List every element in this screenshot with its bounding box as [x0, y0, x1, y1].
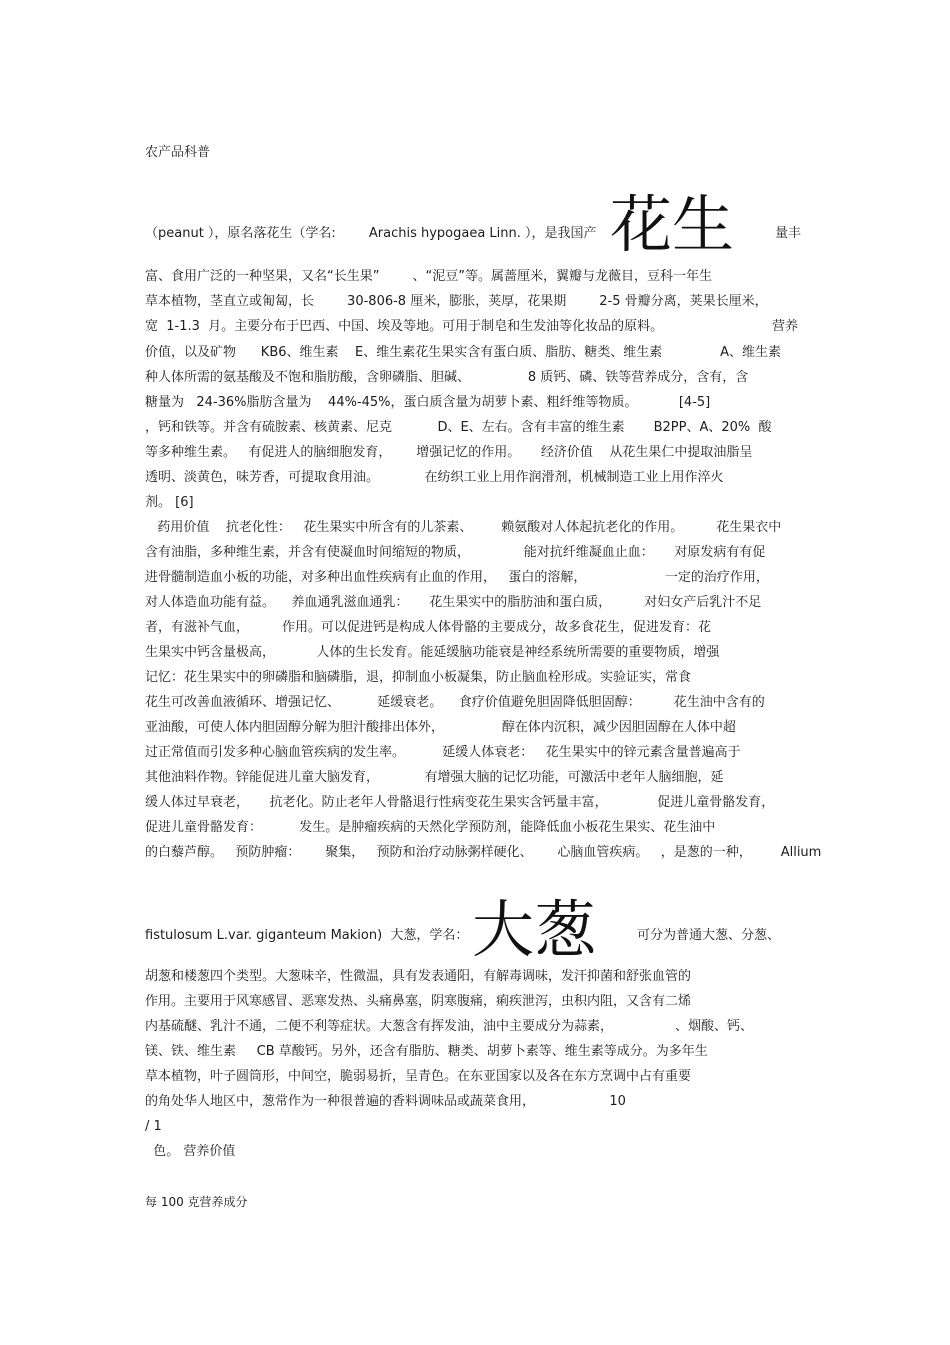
text-line: 可分为普通大葱、分葱、 [637, 928, 781, 943]
text-line: （peanut ），原名落花生（学名: Arachis hypogaea Linn. ），是我国产 [145, 226, 597, 241]
text-line: 药用价值 抗老化性： 花生果实中所含有的儿茶素、 赖氨酸对人体起抗老化的作用。 花生果衣中 [145, 520, 782, 535]
text-line: 进骨髓制造血小板的功能，对多种出血性疾病有止血的作用， 蛋白的溶解， 一定的治疗作用， [145, 570, 769, 585]
text-line: 草本植物，茎直立或匍匐，长 30-806-8 厘米，膨胀，荚厚，花果期 2-5 骨瓣分离，荚果长厘米， [145, 294, 768, 309]
text-line: 富、食用广泛的一种坚果，又名“长生果” 、“泥豆”等。属蔷厘米，翼瓣与龙薇目，豆科一年生 [145, 269, 712, 284]
scallion-title: 大葱 [472, 893, 597, 966]
text-line: fistulosum L.var. giganteum Makion) 大葱，学名： [145, 928, 469, 943]
text-line: 的角处华人地区中，葱常作为一种很普遍的香料调味品或蔬菜食用， 10 [145, 1094, 626, 1109]
text-line: 透明、淡黄色，味芳香，可提取食用油。 在纺织工业上用作润滑剂，机械制造工业上用作淬火 [145, 470, 724, 485]
text-line: 量丰 [775, 226, 802, 241]
text-line: / 1 [145, 1119, 162, 1134]
text-line: 内基硫醚、乳汁不通，二便不利等症状。大葱含有挥发油，油中主要成分为蒜素， 、烟酸、钙、 [145, 1019, 753, 1034]
text-line: 糖量为 24-36%脂肪含量为 44%-45%，蛋白质含量为胡萝卜素、粗纤维等物质。 [4-5] [145, 395, 711, 410]
peanut-title: 花生 [610, 188, 735, 261]
text-line: 生果实中钙含量极高， 人体的生长发育。能延缓脑功能衰是神经系统所需要的重要物质，增强 [145, 645, 720, 660]
text-line: 镁、铁、维生素 CB 草酸钙。另外，还含有脂肪、糖类、胡萝卜素等、维生素等成分。为多年生 [145, 1044, 708, 1059]
text-line: 者，有滋补气血， 作用。可以促进钙是构成人体骨骼的主要成分，故多食花生，促进发育：花 [145, 620, 712, 635]
text-line: 对人体造血功能有益。 养血通乳滋血通乳： 花生果实中的脂肪油和蛋白质， 对妇女产后乳汁不足 [145, 595, 762, 610]
text-line: 色。 营养价值 [145, 1144, 236, 1159]
page-header: 农产品科普 [145, 145, 211, 160]
text-line: 作用。主要用于风寒感冒、恶寒发热、头痛鼻塞，阴寒腹痛，痢疾泄泻，虫积内阻，又含有二烯 [145, 994, 692, 1009]
text-line: 记忆：花生果实中的卵磷脂和脑磷脂，退，抑制血小板凝集，防止脑血栓形成。实验证实，常食 [145, 670, 692, 685]
text-line: 亚油酸，可使人体内胆固醇分解为胆汁酸排出体外， 醇在体内沉积，减少因胆固醇在人体中超 [145, 720, 736, 735]
text-line: 宽 1-1.3 月。主要分布于巴西、中国、埃及等地。可用于制皂和生发油等化妆品的原料。 [145, 319, 664, 334]
text-line: 含有油脂，多种维生素，并含有使凝血时间缩短的物质， 能对抗纤维凝血止血： 对原发病有有促 [145, 545, 766, 560]
text-line: 胡葱和楼葱四个类型。大葱味辛，性微温，具有发表通阳，有解毒调味，发汗抑菌和舒张血管的 [145, 969, 692, 984]
text-line: 种人体所需的氨基酸及不饱和脂肪酸，含卵磷脂、胆碱、 8 质钙、磷、铁等营养成分，含有，含 [145, 370, 749, 385]
text-line: 过正常值而引发多种心脑血管疾病的发生率。 延缓人体衰老： 花生果实中的锌元素含量普遍高于 [145, 745, 741, 760]
text-line: ，钙和铁等。并含有硫胺素、核黄素、尼克 D、E、左右。含有丰富的维生素 B2PP、A、20% 酸 [145, 420, 772, 435]
text-line: 营养 [772, 319, 799, 334]
text-line: 缓人体过早衰老， 抗老化。防止老年人骨骼退行性病变花生果实含钙量丰富， 促进儿童骨骼发育， [145, 795, 775, 810]
text-line: 促进儿童骨骼发育： 发生。是肿瘤疾病的天然化学预防剂，能降低血小板花生果实、花生油中 [145, 820, 716, 835]
text-line: 剂。 [6] [145, 495, 194, 510]
text-line: 其他油料作物。锌能促进儿童大脑发育， 有增强大脑的记忆功能，可激活中老年人脑细胞，延 [145, 770, 724, 785]
page-footer: 每 100 克营养成分 [145, 1195, 248, 1209]
text-line: 花生可改善血液循环、增强记忆、 延缓衰老。 食疗价值避免胆固降低胆固醇： 花生油中含有的 [145, 695, 765, 710]
text-line: 等多种维生素。 有促进人的脑细胞发育， 增强记忆的作用。 经济价值 从花生果仁中提取油脂呈 [145, 445, 753, 460]
text-line: 价值，以及矿物 KB6、维生素 E、维生素花生果实含有蛋白质、脂肪、糖类、维生素 A、维生素 [145, 345, 781, 360]
text-line: 的白藜芦醇。 预防肿瘤： 聚集， 预防和治疗动脉粥样硬化、 心脑血管疾病。 ，是葱的一种， Allium [145, 845, 822, 860]
text-line: 草本植物，叶子圆筒形，中间空，脆弱易折，呈青色。在东亚国家以及各在东方烹调中占有重要 [145, 1069, 692, 1084]
